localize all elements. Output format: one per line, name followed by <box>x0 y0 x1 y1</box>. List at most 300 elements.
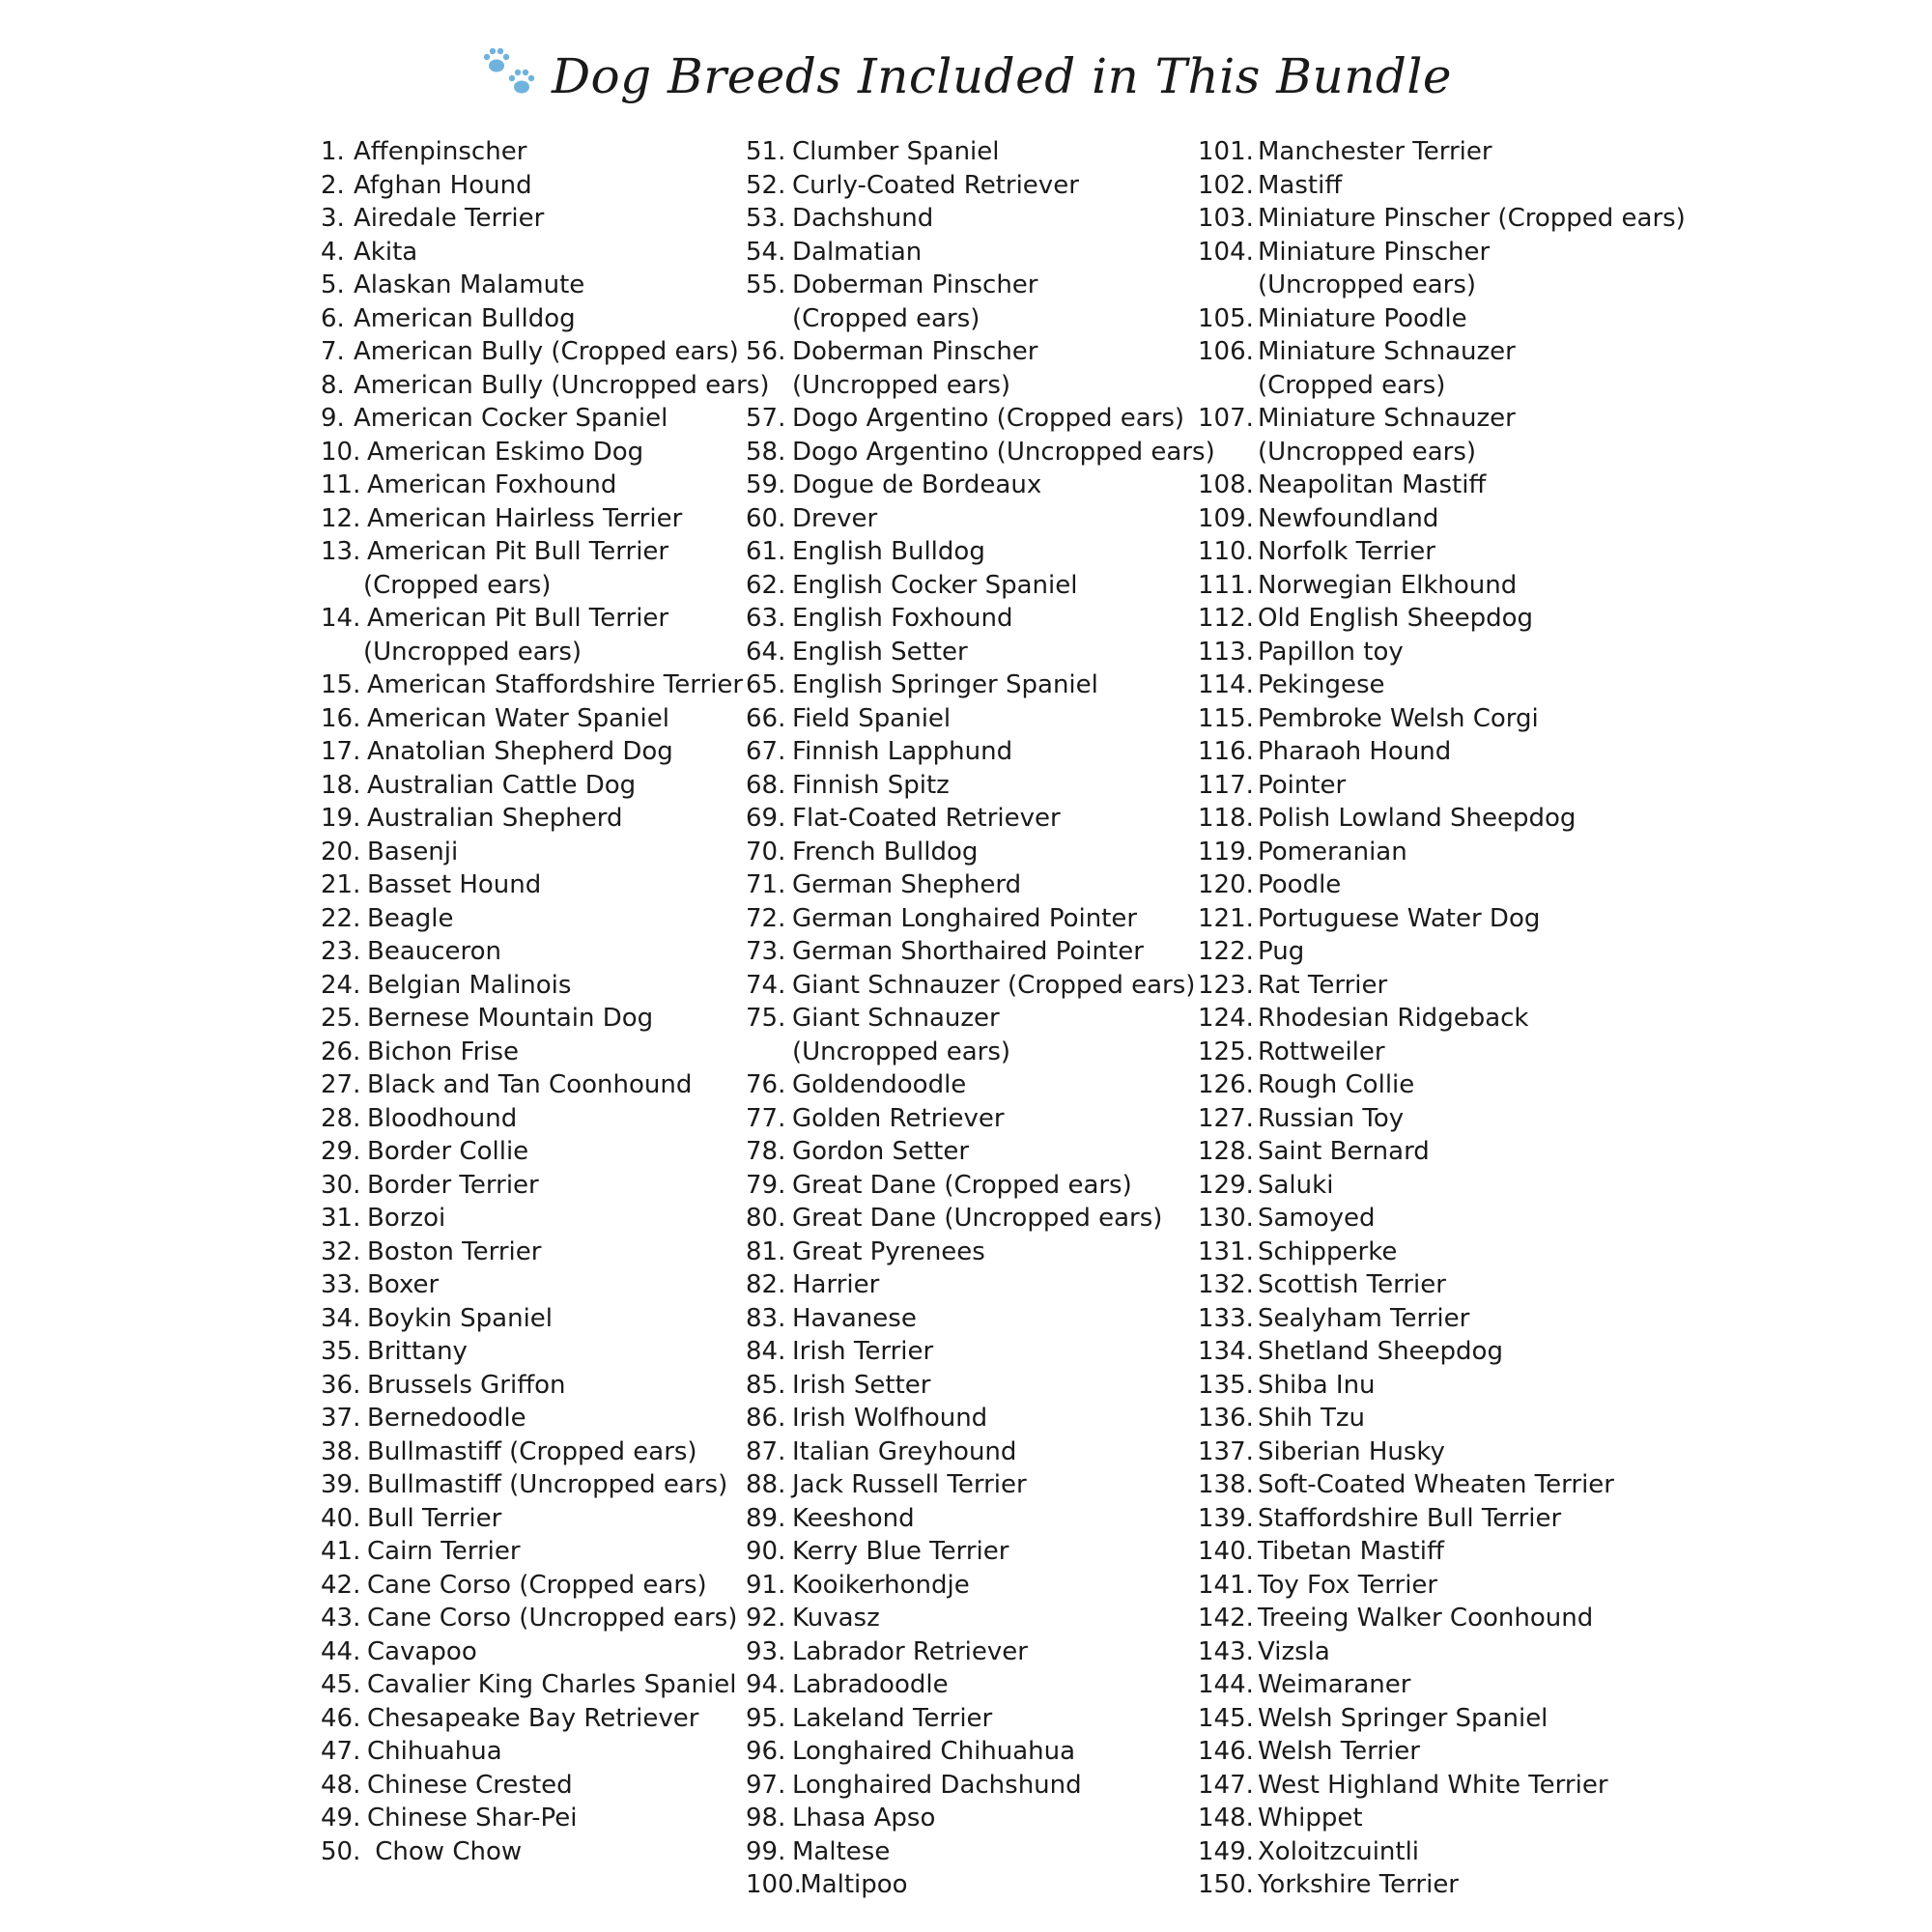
breed-list-item <box>1198 1402 1686 1435</box>
breed-name: Dogo Argentino (Uncropped ears) <box>792 437 1215 467</box>
breed-list-item <box>1198 1602 1686 1635</box>
breed-name: American Cocker Spaniel <box>354 404 668 433</box>
breed-name: Boston Terrier <box>367 1236 542 1266</box>
breed-list-item-continuation <box>321 636 769 669</box>
breed-list-item <box>321 236 769 270</box>
breed-number: 142. <box>1198 1604 1254 1633</box>
breed-name: Anatolian Shepherd Dog <box>367 737 673 766</box>
breed-number: 73. <box>746 937 786 966</box>
breed-list-item <box>321 502 769 536</box>
breed-list-item <box>1198 969 1686 1003</box>
breed-list-item <box>321 1502 769 1536</box>
breed-number: 99. <box>746 1836 786 1866</box>
breed-list-item <box>746 802 1215 836</box>
breed-list-item <box>1198 702 1686 736</box>
breed-number: 22. <box>321 903 361 933</box>
breed-list-item <box>321 1468 769 1502</box>
breed-name: Clumber Spaniel <box>792 137 1000 166</box>
breed-number: 50. <box>321 1836 361 1866</box>
breed-name: Goldendoodle <box>792 1070 967 1099</box>
breed-number: 105. <box>1198 303 1254 333</box>
breed-list-item <box>321 1668 769 1702</box>
breed-name: Italian Greyhound <box>792 1436 1017 1466</box>
breed-number: 9. <box>321 404 345 433</box>
breed-list-item <box>1198 1002 1686 1036</box>
breed-list-item <box>1198 1535 1686 1569</box>
breed-name: Rhodesian Ridgeback <box>1258 1004 1529 1033</box>
breed-number: 144. <box>1198 1670 1254 1699</box>
breed-name: English Setter <box>792 637 968 667</box>
breed-list-item <box>746 702 1215 736</box>
breed-name: Pembroke Welsh Corgi <box>1258 703 1539 733</box>
breed-list-item <box>321 702 769 736</box>
breed-list-item <box>1198 1635 1686 1669</box>
breed-list-item <box>321 1635 769 1669</box>
breed-name: Sealyham Terrier <box>1258 1303 1470 1333</box>
breed-name: (Cropped ears) <box>1258 370 1446 400</box>
breed-name: Cane Corso (Uncropped ears) <box>367 1604 738 1633</box>
breed-number: 12. <box>321 503 361 533</box>
breed-name: Lakeland Terrier <box>792 1703 993 1733</box>
breed-name: Kuvasz <box>792 1604 880 1633</box>
breed-number: 42. <box>321 1570 361 1600</box>
breed-list-item <box>321 1236 769 1269</box>
breed-list-item <box>1198 1702 1686 1736</box>
breed-name: Shih Tzu <box>1258 1404 1365 1433</box>
breed-list-item <box>1198 1868 1686 1902</box>
breed-number: 126. <box>1198 1070 1254 1099</box>
breed-list-item <box>1198 668 1686 702</box>
breed-name: Finnish Lapphund <box>792 737 1013 766</box>
breed-list-item <box>1198 335 1686 369</box>
breed-number: 68. <box>746 770 786 800</box>
breed-number: 103. <box>1198 204 1254 233</box>
breed-list-item <box>1198 402 1686 436</box>
breed-name: Miniature Poodle <box>1258 303 1467 333</box>
breed-number: 107. <box>1198 404 1254 433</box>
breed-name: Golden Retriever <box>792 1103 1005 1133</box>
breed-number: 26. <box>321 1037 361 1066</box>
breed-name: Miniature Pinscher (Cropped ears) <box>1258 204 1686 233</box>
breed-list-item <box>746 1202 1215 1236</box>
breed-name: English Springer Spaniel <box>792 670 1098 699</box>
breed-list-item <box>321 1602 769 1635</box>
breed-list-item <box>321 769 769 803</box>
breed-number: 15. <box>321 670 361 699</box>
breed-name: Weimaraner <box>1258 1670 1411 1699</box>
breed-number: 19. <box>321 804 361 833</box>
breed-list-item <box>321 335 769 369</box>
breed-number: 52. <box>746 170 786 200</box>
breed-list-item <box>746 902 1215 936</box>
breed-number: 28. <box>321 1103 361 1133</box>
breed-number: 135. <box>1198 1370 1254 1400</box>
breed-number: 121. <box>1198 903 1254 933</box>
breed-number: 128. <box>1198 1137 1254 1166</box>
breed-number: 56. <box>746 337 786 366</box>
breed-name: English Cocker Spaniel <box>792 570 1078 600</box>
breed-name: Shetland Sheepdog <box>1258 1337 1503 1366</box>
breed-list-item <box>321 1802 769 1835</box>
breed-name: American Hairless Terrier <box>367 503 683 533</box>
breed-name: German Longhaired Pointer <box>792 903 1138 933</box>
breed-number: 136. <box>1198 1404 1254 1433</box>
breed-number: 24. <box>321 970 361 1000</box>
breed-list-item <box>746 569 1215 603</box>
breed-list-item <box>746 1769 1215 1803</box>
breed-number: 60. <box>746 503 786 533</box>
breed-number: 86. <box>746 1404 786 1433</box>
breed-number: 134. <box>1198 1337 1254 1366</box>
breed-list-item <box>746 502 1215 536</box>
breed-name: Siberian Husky <box>1258 1436 1445 1466</box>
breed-name: Alaskan Malamute <box>354 270 585 299</box>
breed-name: Curly-Coated Retriever <box>792 170 1079 200</box>
breed-list-item <box>321 1169 769 1203</box>
breed-number: 84. <box>746 1337 786 1366</box>
breed-name: (Cropped ears) <box>792 303 980 333</box>
breed-number: 1. <box>321 137 345 166</box>
breed-number: 100. <box>746 1870 802 1899</box>
breed-list-item <box>746 202 1215 236</box>
breed-name: Havanese <box>792 1303 917 1333</box>
breed-number: 25. <box>321 1004 361 1033</box>
breed-name: Labradoodle <box>792 1670 949 1699</box>
breed-list-item <box>321 868 769 902</box>
breed-name: Beagle <box>367 903 454 933</box>
breed-name: Chesapeake Bay Retriever <box>367 1703 699 1733</box>
breed-name: American Pit Bull Terrier <box>367 604 669 633</box>
breed-list-item <box>321 535 769 569</box>
breed-list-item <box>1198 1802 1686 1835</box>
breed-number: 67. <box>746 737 786 766</box>
breed-number: 17. <box>321 737 361 766</box>
breed-list-item <box>321 469 769 502</box>
breed-list-item <box>746 469 1215 502</box>
breed-number: 148. <box>1198 1804 1254 1833</box>
breed-name: Maltipoo <box>792 1870 908 1899</box>
breed-number: 119. <box>1198 837 1254 867</box>
breed-name: Tibetan Mastiff <box>1258 1537 1444 1566</box>
breed-number: 46. <box>321 1703 361 1733</box>
breed-column-1 <box>321 135 769 1868</box>
breed-list-item <box>321 1335 769 1369</box>
breed-list-item <box>1198 469 1686 502</box>
breed-number: 59. <box>746 470 786 499</box>
breed-list-item <box>321 302 769 336</box>
breed-name: Doberman Pinscher <box>792 270 1038 299</box>
breed-list-item <box>321 602 769 636</box>
breed-list-item <box>321 1402 769 1435</box>
breed-name: Bullmastiff (Uncropped ears) <box>367 1470 728 1499</box>
breed-number: 131. <box>1198 1236 1254 1266</box>
breed-number: 54. <box>746 237 786 267</box>
breed-list-item <box>746 1402 1215 1435</box>
breed-list-item <box>746 1635 1215 1669</box>
breed-name: Longhaired Dachshund <box>792 1770 1082 1800</box>
breed-list-item <box>321 1835 769 1869</box>
breed-list-item <box>746 1668 1215 1702</box>
breed-number: 47. <box>321 1737 361 1766</box>
breed-name: Harrier <box>792 1270 880 1299</box>
breed-number: 94. <box>746 1670 786 1699</box>
breed-list-item <box>321 935 769 969</box>
breed-number: 3. <box>321 204 345 233</box>
breed-list-item <box>1198 1468 1686 1502</box>
breed-number: 130. <box>1198 1204 1254 1233</box>
breed-number: 2. <box>321 170 345 200</box>
breed-list-item <box>321 1202 769 1236</box>
breed-list-item <box>1198 1735 1686 1769</box>
breed-number: 66. <box>746 703 786 733</box>
breed-list-item <box>746 335 1215 369</box>
breed-number: 71. <box>746 870 786 899</box>
breed-number: 61. <box>746 537 786 566</box>
breed-name: Afghan Hound <box>354 170 532 200</box>
breed-list-item <box>321 902 769 936</box>
breed-name: Border Collie <box>367 1137 529 1166</box>
breed-number: 110. <box>1198 537 1254 566</box>
breed-number: 83. <box>746 1303 786 1333</box>
breed-number: 141. <box>1198 1570 1254 1600</box>
breed-name: Borzoi <box>367 1204 446 1233</box>
breed-name: Saluki <box>1258 1170 1334 1200</box>
breed-number: 98. <box>746 1804 786 1833</box>
breed-name: Vizsla <box>1258 1636 1330 1666</box>
breed-name: Rat Terrier <box>1258 970 1388 1000</box>
breed-list-item <box>746 1735 1215 1769</box>
breed-name: Poodle <box>1258 870 1342 899</box>
breed-name: Papillon toy <box>1258 637 1404 667</box>
breed-column-3 <box>1198 135 1686 1902</box>
breed-list-item <box>1198 1668 1686 1702</box>
breed-number: 113. <box>1198 637 1254 667</box>
breed-name: Finnish Spitz <box>792 770 950 800</box>
breed-name: (Uncropped ears) <box>1258 270 1477 299</box>
breed-number: 95. <box>746 1703 786 1733</box>
breed-name: German Shepherd <box>792 870 1022 899</box>
breed-list-item <box>1198 1202 1686 1236</box>
breed-list-item <box>746 1435 1215 1469</box>
breed-list-item <box>321 668 769 702</box>
breed-number: 43. <box>321 1604 361 1633</box>
breed-number: 112. <box>1198 604 1254 633</box>
breed-list-item-continuation <box>1198 369 1686 403</box>
breed-name: Scottish Terrier <box>1258 1270 1446 1299</box>
breed-name: Old English Sheepdog <box>1258 604 1533 633</box>
breed-name: Black and Tan Coonhound <box>367 1070 693 1099</box>
breed-name: Manchester Terrier <box>1258 137 1492 166</box>
breed-name: Shiba Inu <box>1258 1370 1376 1400</box>
breed-number: 82. <box>746 1270 786 1299</box>
breed-number: 64. <box>746 637 786 667</box>
breed-number: 132. <box>1198 1270 1254 1299</box>
breed-name: Lhasa Apso <box>792 1804 936 1833</box>
breed-number: 91. <box>746 1570 786 1600</box>
breed-name: Doberman Pinscher <box>792 337 1038 366</box>
breed-name: Belgian Malinois <box>367 970 572 1000</box>
breed-list-item <box>746 1369 1215 1403</box>
breed-number: 23. <box>321 937 361 966</box>
breed-list-item <box>321 969 769 1003</box>
breed-list-item <box>746 402 1215 436</box>
breed-number: 70. <box>746 837 786 867</box>
breed-number: 34. <box>321 1303 361 1333</box>
breed-number: 143. <box>1198 1636 1254 1666</box>
breed-name: Beauceron <box>367 937 502 966</box>
breed-list-item <box>746 1302 1215 1336</box>
breed-name: Norwegian Elkhound <box>1258 570 1518 600</box>
breed-name: English Bulldog <box>792 537 985 566</box>
breed-number: 114. <box>1198 670 1254 699</box>
breed-list-item <box>321 836 769 869</box>
breed-number: 33. <box>321 1270 361 1299</box>
breed-list-item <box>746 1268 1215 1302</box>
breed-number: 122. <box>1198 937 1254 966</box>
breed-number: 93. <box>746 1636 786 1666</box>
breed-number: 89. <box>746 1503 786 1533</box>
breed-name: Jack Russell Terrier <box>792 1470 1027 1499</box>
breed-name: Rough Collie <box>1258 1070 1415 1099</box>
breed-number: 10. <box>321 437 361 467</box>
breed-name: (Uncropped ears) <box>363 637 582 667</box>
breed-number: 74. <box>746 970 786 1000</box>
breed-name: Neapolitan Mastiff <box>1258 470 1487 499</box>
breed-name: Schipperke <box>1258 1236 1398 1266</box>
breed-name: Bloodhound <box>367 1103 518 1133</box>
breed-name: Chinese Crested <box>367 1770 573 1800</box>
breed-number: 115. <box>1198 703 1254 733</box>
breed-name: Cavapoo <box>367 1636 477 1666</box>
breed-list-item <box>321 1369 769 1403</box>
breed-name: Treeing Walker Coonhound <box>1258 1604 1594 1633</box>
breed-list-item <box>321 1036 769 1069</box>
breed-name: Bernedoodle <box>367 1404 526 1433</box>
breed-number: 149. <box>1198 1836 1254 1866</box>
breed-number: 97. <box>746 1770 786 1800</box>
page-header <box>0 33 1932 120</box>
breed-list-item <box>321 269 769 302</box>
breed-list-item <box>1198 1335 1686 1369</box>
breed-list-item <box>1198 302 1686 336</box>
breed-name: Flat-Coated Retriever <box>792 804 1061 833</box>
breed-name: Border Terrier <box>367 1170 539 1200</box>
breed-list-item <box>1198 1769 1686 1803</box>
breed-name: Dogue de Bordeaux <box>792 470 1042 499</box>
breed-column-2 <box>746 135 1215 1902</box>
breed-number: 75. <box>746 1004 786 1033</box>
breed-name: French Bulldog <box>792 837 979 867</box>
breed-list-item <box>321 436 769 469</box>
breed-list-item <box>321 735 769 769</box>
breed-list-item <box>321 169 769 203</box>
breed-list-item <box>1198 1569 1686 1603</box>
breed-list-item <box>746 1335 1215 1369</box>
breed-name: Drever <box>792 503 878 533</box>
breed-list-item <box>321 1769 769 1803</box>
breed-number: 55. <box>746 270 786 299</box>
breed-number: 111. <box>1198 570 1254 600</box>
breed-list-item <box>321 135 769 169</box>
breed-number: 102. <box>1198 170 1254 200</box>
breed-number: 72. <box>746 903 786 933</box>
breed-name: (Uncropped ears) <box>1258 437 1477 467</box>
breed-number: 4. <box>321 237 345 267</box>
breed-list-item <box>746 1468 1215 1502</box>
breed-number: 129. <box>1198 1170 1254 1200</box>
breed-number: 77. <box>746 1103 786 1133</box>
breed-list-item <box>1198 836 1686 869</box>
breed-list-item <box>1198 735 1686 769</box>
breed-name: Whippet <box>1258 1804 1363 1833</box>
breed-name: Miniature Schnauzer <box>1258 404 1516 433</box>
breed-name: Chihuahua <box>367 1737 502 1766</box>
breed-list-item-continuation <box>746 1036 1215 1069</box>
breed-number: 117. <box>1198 770 1254 800</box>
breed-number: 29. <box>321 1137 361 1166</box>
breed-number: 109. <box>1198 503 1254 533</box>
breed-list-item <box>746 1102 1215 1136</box>
breed-number: 21. <box>321 870 361 899</box>
breed-list-item <box>746 1068 1215 1102</box>
breed-name: American Pit Bull Terrier <box>367 537 669 566</box>
breed-list-item <box>746 969 1215 1003</box>
breed-number: 81. <box>746 1236 786 1266</box>
breed-number: 51. <box>746 137 786 166</box>
breed-number: 37. <box>321 1404 361 1433</box>
breed-name: Cairn Terrier <box>367 1537 521 1566</box>
breed-name: Longhaired Chihuahua <box>792 1737 1076 1766</box>
breed-list-item <box>746 1135 1215 1169</box>
breed-number: 80. <box>746 1204 786 1233</box>
breed-name: Field Spaniel <box>792 703 952 733</box>
breed-number: 140. <box>1198 1537 1254 1566</box>
paw-prints-icon <box>480 44 540 100</box>
breed-name: American Water Spaniel <box>367 703 669 733</box>
breed-list-item <box>746 1535 1215 1569</box>
breed-number: 39. <box>321 1470 361 1499</box>
breed-number: 106. <box>1198 337 1254 366</box>
breed-number: 8. <box>321 370 345 400</box>
breed-name: Rottweiler <box>1258 1037 1385 1066</box>
breed-list-item <box>746 1502 1215 1536</box>
breed-name: Bernese Mountain Dog <box>367 1004 654 1033</box>
breed-number: 6. <box>321 303 345 333</box>
breed-number: 147. <box>1198 1770 1254 1800</box>
breed-number: 49. <box>321 1804 361 1833</box>
breed-name: Brussels Griffon <box>367 1370 566 1400</box>
breed-name: Irish Setter <box>792 1370 931 1400</box>
breed-name: Basenji <box>367 837 459 867</box>
breed-list-item <box>321 202 769 236</box>
breed-list-item <box>1198 535 1686 569</box>
breed-list-item <box>1198 569 1686 603</box>
breed-list-item <box>321 802 769 836</box>
breed-list-item <box>746 769 1215 803</box>
breed-name: Cavalier King Charles Spaniel <box>367 1670 737 1699</box>
breed-list-item <box>1198 1236 1686 1269</box>
breed-number: 53. <box>746 204 786 233</box>
breed-list-item <box>1198 1502 1686 1536</box>
breed-list-item <box>746 636 1215 669</box>
breed-list-item <box>746 236 1215 270</box>
breed-number: 96. <box>746 1737 786 1766</box>
breed-name: American Bully (Uncropped ears) <box>354 370 770 400</box>
breed-list-item <box>321 402 769 436</box>
breed-name: Russian Toy <box>1258 1103 1405 1133</box>
breed-name: Portuguese Water Dog <box>1258 903 1541 933</box>
breed-list-item <box>1198 1102 1686 1136</box>
